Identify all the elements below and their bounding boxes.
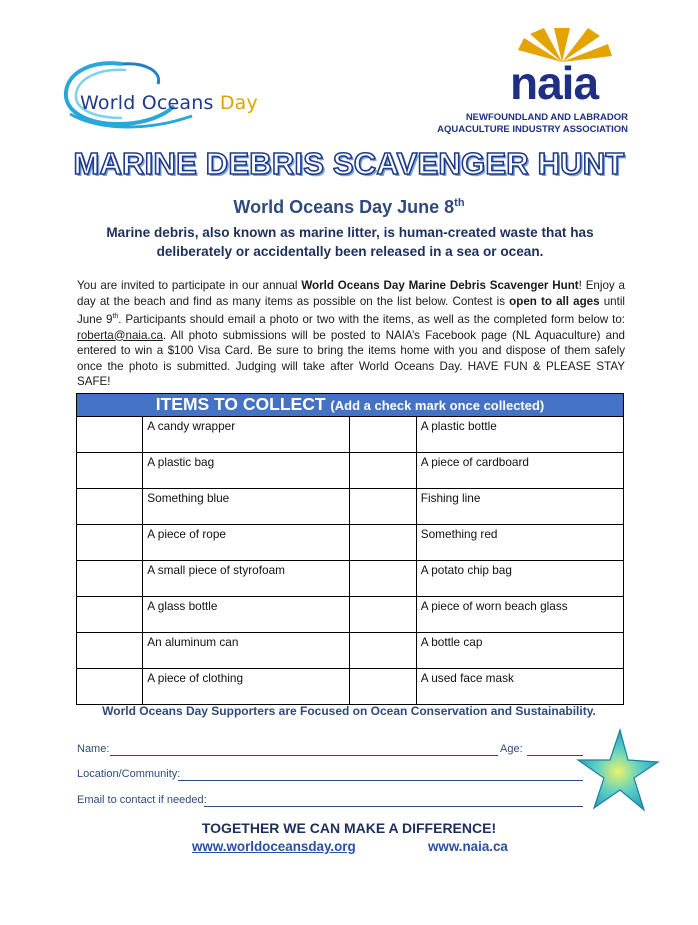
item-cell: A candy wrapper xyxy=(143,417,350,453)
checkbox-cell[interactable] xyxy=(350,453,416,489)
table-row xyxy=(77,417,624,453)
checkbox-cell[interactable] xyxy=(77,633,143,669)
table-row xyxy=(77,597,624,633)
starfish-icon xyxy=(576,728,660,814)
item-cell: Fishing line xyxy=(416,489,623,525)
checkbox-cell[interactable] xyxy=(350,489,416,525)
supporters-statement: World Oceans Day Supporters are Focused on Ocean Conservation and Sustainability. xyxy=(102,704,596,718)
item-cell: A potato chip bag xyxy=(416,561,623,597)
table-row xyxy=(77,525,624,561)
table-row xyxy=(77,489,624,525)
checkbox-cell[interactable] xyxy=(350,597,416,633)
checkbox-cell[interactable] xyxy=(350,525,416,561)
table-header: ITEMS TO COLLECT (Add a check mark once collected) xyxy=(77,394,624,417)
checkbox-cell[interactable] xyxy=(77,597,143,633)
checkbox-cell[interactable] xyxy=(350,417,416,453)
item-cell: A piece of worn beach glass xyxy=(416,597,623,633)
marine-debris-definition: Marine debris, also known as marine litter, is human-created waste that has deliberately or accidentally been released in a sea or ocean. xyxy=(106,225,594,259)
event-date-subtitle: World Oceans Day June 8th xyxy=(233,197,465,217)
item-cell: Something red xyxy=(416,525,623,561)
age-label: Age: xyxy=(500,743,523,755)
email-label: Email to contact if needed: xyxy=(77,794,207,806)
worldoceansday-link[interactable]: www.worldoceansday.org xyxy=(192,839,356,854)
page-title: MARINE DEBRIS SCAVENGER HUNT xyxy=(73,146,625,181)
checkbox-cell[interactable] xyxy=(350,633,416,669)
item-cell: A glass bottle xyxy=(143,597,350,633)
closing-slogan: TOGETHER WE CAN MAKE A DIFFERENCE! xyxy=(201,820,497,836)
location-field[interactable] xyxy=(178,780,583,781)
item-cell: An aluminum can xyxy=(143,633,350,669)
naia-wordmark: naia xyxy=(510,57,599,109)
age-field[interactable] xyxy=(527,755,583,756)
checkbox-cell[interactable] xyxy=(350,669,416,705)
intro-paragraph: You are invited to participate in our annual World Oceans Day Marine Debris Scavenger Hunt! Enjoy a day at the beach and find as many items as possible on the list below. Contest is open to all ages until June 9th. Participants should email a photo or two with the items, as well as the completed form below to: roberta@naia.ca. All photo submissions will be posted to NAIA’s Facebook page (NL Aquaculture) and entered to win a $100 Visa Card. Be sure to bring the items home with you and dispose of them safely once the photo is submitted. Judging will take after World Oceans Day. HAVE FUN & PLEASE STAY SAFE! xyxy=(77,279,625,389)
world-oceans-day-logo xyxy=(62,58,262,130)
email-field[interactable] xyxy=(204,806,583,807)
table-row xyxy=(77,453,624,489)
location-label: Location/Community: xyxy=(77,768,181,780)
checkbox-cell[interactable] xyxy=(77,669,143,705)
checkbox-cell[interactable] xyxy=(77,561,143,597)
item-cell: A piece of rope xyxy=(143,525,350,561)
item-cell: A piece of clothing xyxy=(143,669,350,705)
item-cell: A plastic bottle xyxy=(416,417,623,453)
name-label: Name: xyxy=(77,743,110,755)
item-cell: A bottle cap xyxy=(416,633,623,669)
item-cell: Something blue xyxy=(143,489,350,525)
checkbox-cell[interactable] xyxy=(77,453,143,489)
item-cell: A piece of cardboard xyxy=(416,453,623,489)
checkbox-cell[interactable] xyxy=(77,489,143,525)
checkbox-cell[interactable] xyxy=(77,525,143,561)
item-cell: A small piece of styrofoam xyxy=(143,561,350,597)
contact-email-link[interactable]: roberta@naia.ca xyxy=(77,328,163,342)
items-to-collect-table xyxy=(76,393,624,705)
name-field[interactable] xyxy=(110,755,498,756)
naia-caption: NEWFOUNDLAND AND LABRADOR AQUACULTURE INDUSTRY ASSOCIATION xyxy=(437,112,628,135)
item-cell: A plastic bag xyxy=(143,453,350,489)
table-row xyxy=(77,669,624,705)
table-row xyxy=(77,561,624,597)
naia-link[interactable]: www.naia.ca xyxy=(428,839,508,854)
item-cell: A used face mask xyxy=(416,669,623,705)
table-row xyxy=(77,633,624,669)
checkbox-cell[interactable] xyxy=(77,417,143,453)
checkbox-cell[interactable] xyxy=(350,561,416,597)
wod-logo-wordmark: World Oceans Day xyxy=(80,92,258,114)
